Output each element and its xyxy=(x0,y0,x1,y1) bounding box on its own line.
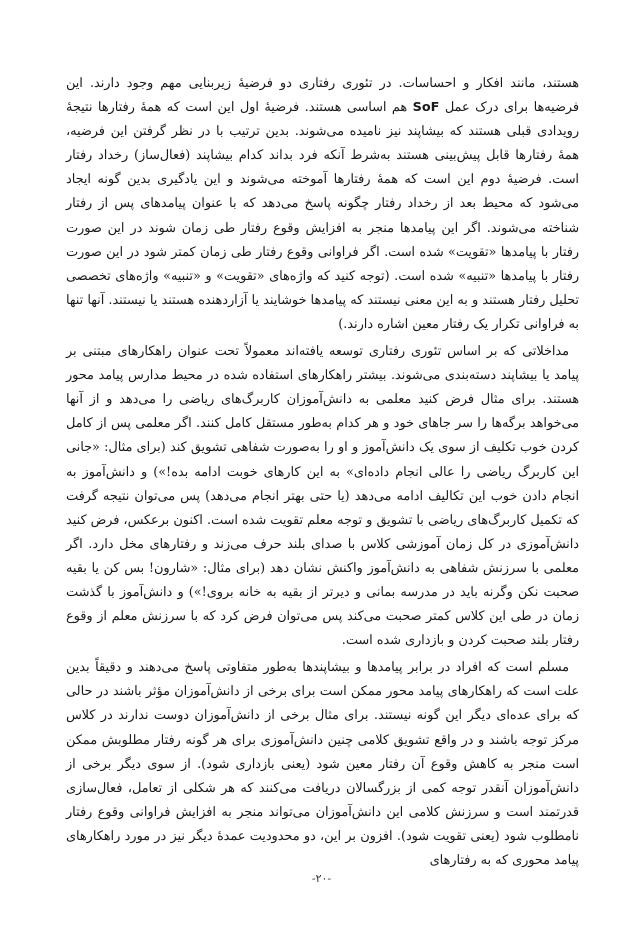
paragraph-1-text-a: هستند، مانند افکار و احساسات. در تئوری رفتاری دو فرضیهٔ زیربنایی مهم وجود دارند. این فرضیه‌ها برای درک عمل xyxy=(66,76,579,116)
paragraph-1 xyxy=(66,72,579,337)
paragraph-2-text: مداخلاتی که بر اساس تئوری رفتاری توسعه یافته‌اند معمولاً تحت عنوان راهکارهای مبتنی بر پیامد یا بیشاپند دسته‌بندی می‌شوند. بیشتر راهکارهای استفاده شده در محیط مدارس پیامد محور هستند. برای مثال فرض کنید معلمی به دانش‌آموزان کاربرگ‌های ریاضی را می‌دهد و از آنها می‌خواهد برگه‌ها را سر جاهای خود و هر کدام به‌طور مستقل کامل کنند. اگر معلمی پس از کامل کردن خوب تکلیف از سوی یک دانش‌آموز و او را به‌صورت شفاهی تشویق کند (برای مثال: «جانی این کاربرگ ریاضی را عالی انجام داده‌ای» به این کارهای خوبت ادامه بده!») و دانش‌آموز به انجام دادن خوب این تکالیف ادامه می‌دهد (یا حتی بهتر انجام می‌دهد) پس می‌توان نتیجه گرفت که تکمیل کاربرگ‌های ریاضی با تشویق و توجه معلم تقویت شده است. اکنون برعکس، فرض کنید دانش‌آموزی در کل زمان آموزشی کلاس با صدای بلند حرف می‌زند و رفتارهای مخل دارد. اگر معلمی با سرزنش شفاهی به دانش‌آموز واکنش نشان دهد (برای مثال: «شارون! بس کن یا بقیه صحبت نکن وگرنه باید در مدرسه بمانی و دیرتر از بقیه به خانه بروی!») و دانش‌آموز با گذشت زمان در طی این کلاس کمتر صحبت می‌کند پس می‌توان فرض کرد که با سرزنش معلم از وقوع رفتار بلند صحبت کردن و بازداری شده است. xyxy=(66,344,579,649)
paragraph-3 xyxy=(66,656,579,873)
paragraph-3-text: مسلم است که افراد در برابر پیامدها و بیشاپندها به‌طور متفاوتی پاسخ می‌دهند و دقیقاً بدین علت است که راهکارهای پیامد محور ممکن است برای برخی از دانش‌آموزان مؤثر باشند در حالی که برای عده‌ای دیگر این گونه نیستند. برای مثال برخی از دانش‌آموزان دوست ندارند در کلاس مرکز توجه باشند و در واقع تشویق کلامی چنین دانش‌آموزی برای هر گونه رفتار مطلوبش ممکن است منجر به کاهش وقوع آن رفتار معین شود (یعنی بازداری شود). از سوی دیگر برخی از دانش‌آموزان آنقدر توجه کمی از بزرگسالان دریافت می‌کنند که هر شکلی از تعامل، فعال‌سازی قدرتمند است و سرزنش کلامی این دانش‌آموزان می‌تواند منجر به افزایش فراوانی وقوع رفتار نامطلوب شود (یعنی تقویت شود). افزون بر این، دو محدودیت عمدهٔ دیگر نیز در مورد راهکارهای پیامد محوری که به رفتارهای xyxy=(66,660,579,868)
paragraph-2 xyxy=(66,340,579,653)
sof-term: SoF xyxy=(412,100,440,116)
paragraph-1-text-b: هم اساسی هستند. فرضیهٔ اول این است که همهٔ رفتارها نتیجهٔ رویدادی قبلی هستند که بیشاپند نیز نامیده می‌شوند. بدین ترتیب با در نظر گرفتن این فرضیه، همهٔ رفتارها قابل پیش‌بینی هستند به‌شرط آنکه فرد بداند کدام بیشاپند (فعال‌ساز) رخداد رفتار است. فرضیهٔ دوم این است که همهٔ رفتارها آموخته می‌شوند و این یادگیری بدین گونه ایجاد می‌شود که محیط بعد از رخداد رفتار چگونه پاسخ می‌دهد که با عنوان پیامدهای پس از رفتار شناخته می‌شوند. اگر این پیامدها منجر به افزایش وقوع رفتار طی زمان شوند در این صورت رفتار با پیامدها «تقویت» شده است. اگر فراوانی وقوع رفتار طی زمان کمتر شود در این صورت رفتار با پیامدها «تنبیه» شده است. (توجه کنید که واژه‌های «تقویت» و «تنبیه» واژه‌های تخصصی تحلیل رفتار هستند و به این معنی نیستند که پیامدها خوشایند یا آزاردهنده هستند یا نیستند. آنها تنها به فراوانی تکرار یک رفتار معین اشاره دارند.) xyxy=(66,100,579,332)
body-text xyxy=(66,72,579,873)
page-number: -۲۰- xyxy=(311,872,332,885)
